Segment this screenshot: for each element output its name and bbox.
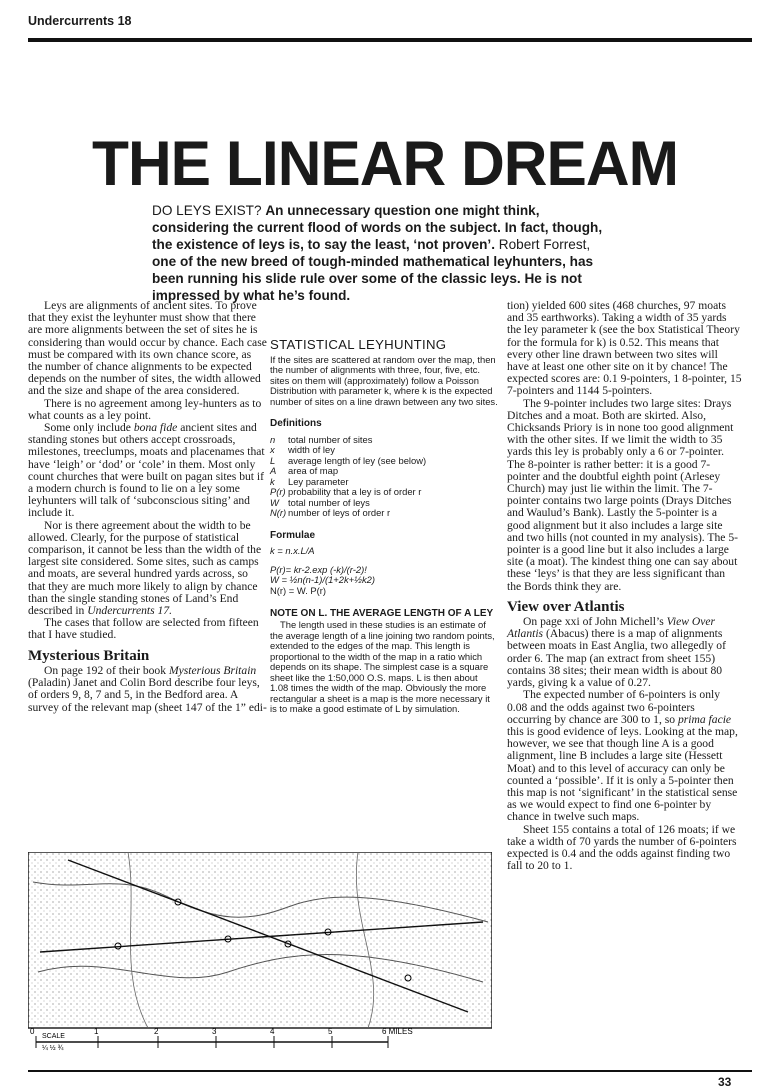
paragraph: The cases that follow are selected from fifteen that I have studied.	[28, 616, 259, 642]
definition-text: probability that a ley is of order r	[288, 486, 422, 497]
note-text: The length used in these studies is an estimate of the average length of a line joining two random points, extended to the edges of the map. This length is proportional to the width of the map in a ratio which depends on its shape. The simplest case is a square sheet like the 1:50,000 O.S. maps. L is then about 1.08 times the width of the map. Obviously the more rectangular a sheet is a map is the more necessary it is to make a good estimate of L by simulation.	[270, 619, 495, 714]
paragraph	[28, 665, 268, 714]
standfirst-lead: DO LEYS EXIST?	[152, 203, 262, 218]
formulae-heading: Formulae	[270, 529, 316, 541]
running-head: Undercurrents 18	[28, 14, 132, 28]
paragraph: Leys are alignments of ancient sites. To prove that they exist the leyhunter must show that there are more alignments between the set of sites he is considering than would occur by chance. Each case must be compared with its own chance score, as the number of chance alignments to be expected depends on the number of sites, the width allowed and the size and shape of the area considered.	[28, 299, 267, 398]
formula-p: P(r)= kr-2.exp (-k)/(r-2)!	[270, 563, 367, 575]
text-run: (Paladin) Janet and Colin Bord describe four leys, of orders 9, 8, 7 and 5, in the Bedford area. A survey of the relevant map (sheet 147 of the 1” edi-	[28, 676, 267, 714]
formula-k: k = n.x.L/A	[270, 545, 315, 556]
scale-tick-label: 4	[270, 1027, 275, 1036]
standfirst-author: Robert Forrest,	[498, 237, 591, 252]
text-run: On page 192 of their book	[44, 663, 169, 677]
paragraph: tion) yielded 600 sites (468 churches, 97 moats and 35 earthworks). Taking a width of 35 yards the ley parameter k (see the box Statistical Theory for the formula for k) is 0.52. This means that every other line drawn between two sites will have at least one other site on it by chance! The expected scores are: 0.1 9-pointers, 1 8-pointer, 15 7-pointers and 1144 5-pointers.	[507, 299, 742, 398]
scale-tick-label: 1	[94, 1027, 99, 1036]
note-heading: NOTE ON L. THE AVERAGE LENGTH OF A LEY	[270, 608, 494, 619]
text-run: The expected number of 6-pointers is only 0.08 and the odds against two 6-pointers occurring by chance are 300 to 1, so	[507, 688, 721, 726]
definition-symbol: P(r)	[270, 486, 286, 497]
definition-symbol: W	[270, 496, 279, 508]
scale-fractions: ¼ ½ ¾	[42, 1045, 64, 1052]
emphasis: bona fide	[133, 421, 178, 435]
section-heading-mysterious-britain: Mysterious Britain	[28, 647, 150, 664]
scale-label: SCALE	[42, 1033, 65, 1040]
section-heading-view-over-atlantis: View over Atlantis	[507, 598, 625, 615]
map-frame	[28, 852, 492, 1028]
definition-symbol: k	[270, 475, 275, 487]
definition-text: average length of ley (see below)	[288, 454, 427, 466]
formula-w: W = ½n(n-1)/(1+2k+½k2)	[270, 574, 375, 585]
text-run: On page xxi of John Michell’s	[523, 615, 667, 629]
definitions-heading: Definitions	[270, 418, 322, 429]
article-title: THE LINEAR DREAM	[91, 129, 679, 199]
paragraph	[507, 616, 742, 689]
text-run: ancient sites and standing stones but others accept crossroads, milestones, treeclumps, moats and placenames that have ‘leigh’ or ‘dod’ or ‘cole’ in them. Most only count churches that were built on pagan sites but if a modern church is found to lie on a ley some leyhunters will talk of ‘subconscious siting’ and include it.	[28, 421, 265, 520]
emphasis: prima facie	[677, 712, 732, 726]
standfirst	[152, 202, 618, 304]
scale-tick-label: 6 MILES	[382, 1027, 413, 1036]
definition-symbol: L	[270, 454, 276, 466]
header-rule	[28, 38, 752, 42]
paragraph: The 9-pointer includes two large sites: Drays Ditches and a moat. Both are skirted. Also, Chicksands Priory is in none too good alignment with the other sites. If we limit the width to 35 yards this ley is probably only a 6 or 7-pointer. The 8-pointer is rather better: it is a good 7-pointer and the doubtful eighth point (Arlesey Church) may just lie within the limit. The 7-pointer contains two large points (Drays Ditches and Waulud’s Bank). Lastly the 5-pointer is a good alignment but it also includes a large site and two hills (not counted in my analysis). The 5-pointer is a good line but it also includes a large site (a moat). The kindest thing one can say about these ‘leys’ is that they are less significant than the Bords think they are.	[507, 396, 738, 593]
paragraph	[507, 689, 742, 823]
standfirst-text-2: one of the new breed of tough-minded mathematical leyhunters, has been running his slide rule over some of the classic leys. He is not impressed by what he’s found.	[152, 254, 594, 303]
definition-text: Ley parameter	[288, 475, 349, 487]
scale-tick-label: 5	[328, 1027, 333, 1036]
paragraph	[28, 520, 268, 618]
scale-tick-label: 0	[30, 1027, 35, 1036]
statistical-leyhunting-box	[270, 337, 498, 746]
emphasis: View Over Atlantis	[507, 615, 716, 641]
column-right	[507, 300, 742, 872]
emphasis: Undercurrents 17.	[87, 604, 173, 618]
standfirst-text-1: An unnecessary question one might think, considering the current flood of words on the subject. In fact, though, the existence of leys is, to say the least, ‘not proven’.	[152, 203, 603, 252]
definition-text: area of map	[288, 465, 339, 476]
definition-row	[270, 445, 498, 456]
definition-row	[270, 487, 498, 498]
page-number: 33	[718, 1075, 732, 1089]
footer-rule	[28, 1070, 752, 1072]
text-run: Nor is there agreement about the width to be allowed. Clearly, for the purpose of statistical comparison, it cannot be less than the width of the largest site considered. Some sites, such as camps and moats, are several hundred yards across, so that they are much more likely to align by chance than the single standing stones of Land’s End described in	[28, 518, 262, 618]
definition-text: total number of leys	[288, 496, 370, 508]
scale-tick-label: 2	[154, 1027, 159, 1036]
emphasis: Mysterious Britain	[168, 663, 257, 677]
box-title: STATISTICAL LEYHUNTING	[270, 337, 447, 352]
paragraph: There is no agreement among ley-hunters as to what counts as a ley point.	[28, 396, 262, 422]
scale-tick-label: 3	[212, 1027, 217, 1036]
ley-map-illustration	[28, 852, 492, 1060]
text-run: (Abacus) there is a map of alignments between moats in East Anglia, two allegedly of order 6. The map (an extract from sheet 155) contains 38 sites; their mean width is about 80 yards, giving k a value of 0.27.	[507, 627, 726, 690]
definition-text: width of ley	[288, 444, 335, 455]
map-svg	[28, 852, 492, 1060]
paragraph: Sheet 155 contains a total of 126 moats; if we take a width of 70 yards the number of 6-pointers expected is 0.4 and the odds against finding two fall to 20 to 1.	[507, 822, 737, 873]
box-intro: If the sites are scattered at random over the map, then the number of alignments with three, four, five, etc. sites on them will (approximately) follow a Poisson Distribution with parameter k, where k is the expected number of sites on a line drawn between any two sites.	[270, 353, 498, 407]
definition-symbol: N(r)	[270, 507, 287, 518]
definition-text: total number of sites	[288, 433, 373, 445]
definition-text: number of leys of order r	[288, 507, 391, 518]
formula-n: N(r) = W. P(r)	[270, 584, 326, 596]
column-left	[28, 300, 268, 714]
paragraph	[28, 422, 268, 520]
definition-row	[270, 466, 498, 477]
definition-symbol: n	[270, 433, 276, 445]
text-run: this is good evidence of leys. Looking at the map, however, we see that though line A is a good alignment, line B includes a large site (Hessett Moat) and to this level of accuracy can only be counted a ‘possible’. If it is only a 5-pointer then this map is not ‘significant’ in the statistical sense as we would expect to find one 6-pointer by chance in twelve such maps.	[507, 724, 738, 824]
definition-symbol: A	[270, 465, 277, 476]
text-run: Some only include	[44, 421, 134, 435]
definition-symbol: x	[270, 444, 275, 455]
definition-row	[270, 508, 498, 519]
